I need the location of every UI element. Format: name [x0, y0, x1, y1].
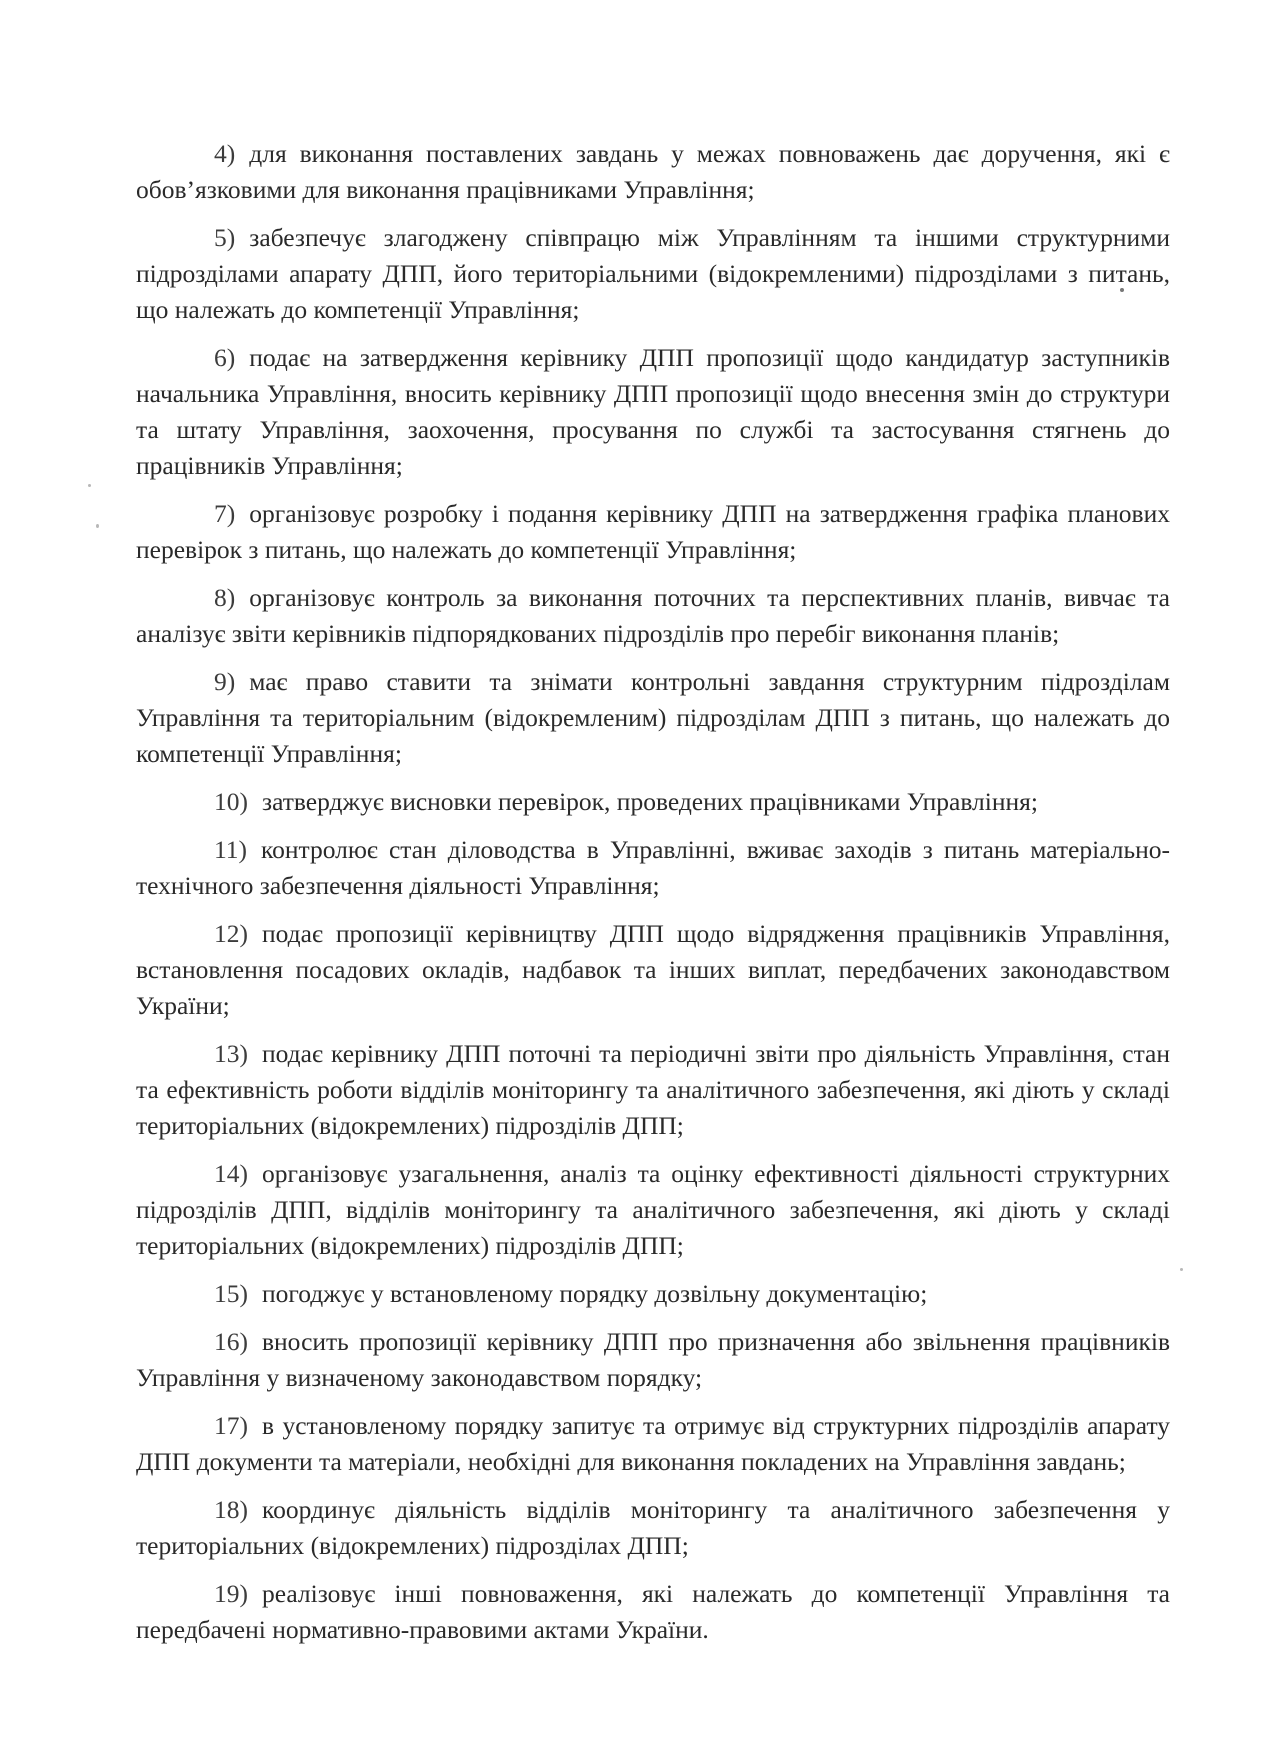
item-number: 11) [214, 835, 248, 864]
list-item-18 [136, 1492, 1170, 1564]
item-number: 15) [214, 1279, 248, 1308]
item-number: 6) [214, 343, 236, 372]
item-number: 12) [214, 919, 248, 948]
list-item-13 [136, 1036, 1170, 1144]
item-text: погоджує у встановленому порядку дозвільну документацію; [262, 1279, 928, 1308]
list-item-6 [136, 340, 1170, 484]
list-item-11 [136, 832, 1170, 904]
list-item-8 [136, 580, 1170, 652]
list-item-12 [136, 916, 1170, 1024]
item-text: реалізовує інші повноваження, які належать до компетенції Управління та передбачені нормативно-правовими актами України. [136, 1579, 1170, 1644]
item-number: 16) [214, 1327, 248, 1356]
item-text: має право ставити та знімати контрольні завдання структурним підрозділам Управління та територіальним (відокремленим) підрозділам ДПП з питань, що належать до компетенції Управління; [136, 667, 1170, 768]
list-item-7 [136, 496, 1170, 568]
list-item-10 [136, 784, 1170, 820]
item-number: 8) [214, 583, 236, 612]
item-number: 4) [214, 139, 236, 168]
item-number: 10) [214, 787, 248, 816]
item-number: 7) [214, 499, 236, 528]
list-item-9 [136, 664, 1170, 772]
scan-speck [1180, 1268, 1183, 1271]
list-item-16 [136, 1324, 1170, 1396]
list-item-14 [136, 1156, 1170, 1264]
item-number: 18) [214, 1495, 248, 1524]
list-item-4 [136, 136, 1170, 208]
list-item-19 [136, 1576, 1170, 1648]
document-body [136, 136, 1170, 1660]
item-text: затверджує висновки перевірок, проведених працівниками Управління; [262, 787, 1038, 816]
item-text: для виконання поставлених завдань у межах повноважень дає доручення, які є обов’язковими для виконання працівниками Управління; [136, 139, 1170, 204]
list-item-17 [136, 1408, 1170, 1480]
item-text: організовує узагальнення, аналіз та оцінку ефективності діяльності структурних підрозділів ДПП, відділів моніторингу та аналітичного забезпечення, які діють у складі територіальних (відокремлених) підрозділів ДПП; [136, 1159, 1170, 1260]
item-number: 13) [214, 1039, 248, 1068]
scan-speck [88, 484, 91, 487]
item-text: організовує контроль за виконання поточних та перспективних планів, вивчає та аналізує звіти керівників підпорядкованих підрозділів про перебіг виконання планів; [136, 583, 1170, 648]
item-text: подає керівнику ДПП поточні та періодичні звіти про діяльність Управління, стан та ефективність роботи відділів моніторингу та аналітичного забезпечення, які діють у складі територіальних (відокремлених) підрозділів ДПП; [136, 1039, 1170, 1140]
item-text: організовує розробку і подання керівнику ДПП на затвердження графіка планових перевірок з питань, що належать до компетенції Управління; [136, 499, 1170, 564]
item-text: в установленому порядку запитує та отримує від структурних підрозділів апарату ДПП документи та матеріали, необхідні для виконання покладених на Управління завдань; [136, 1411, 1170, 1476]
item-number: 9) [214, 667, 236, 696]
list-item-15 [136, 1276, 1170, 1312]
item-text: подає пропозиції керівництву ДПП щодо відрядження працівників Управління, встановлення посадових окладів, надбавок та інших виплат, передбачених законодавством України; [136, 919, 1170, 1020]
item-text: вносить пропозиції керівнику ДПП про призначення або звільнення працівників Управління у визначеному законодавством порядку; [136, 1327, 1170, 1392]
list-item-5 [136, 220, 1170, 328]
item-text: забезпечує злагоджену співпрацю між Управлінням та іншими структурними підрозділами апарату ДПП, його територіальними (відокремленими) підрозділами з питань, що належать до компетенції Управління; [136, 223, 1170, 324]
item-number: 5) [214, 223, 236, 252]
item-number: 14) [214, 1159, 248, 1188]
item-number: 19) [214, 1579, 248, 1608]
item-text: подає на затвердження керівнику ДПП пропозиції щодо кандидатур заступників начальника Управління, вносить керівнику ДПП пропозиції щодо внесення змін до структури та штату Управління, заохочення, просування по службі та застосування стягнень до працівників Управління; [136, 343, 1170, 480]
item-number: 17) [214, 1411, 248, 1440]
item-text: контролює стан діловодства в Управлінні, вживає заходів з питань матеріально-технічного забезпечення діяльності Управління; [136, 835, 1170, 900]
item-text: координує діяльність відділів моніторингу та аналітичного забезпечення у територіальних (відокремлених) підрозділах ДПП; [136, 1495, 1170, 1560]
scan-speck [96, 524, 99, 528]
